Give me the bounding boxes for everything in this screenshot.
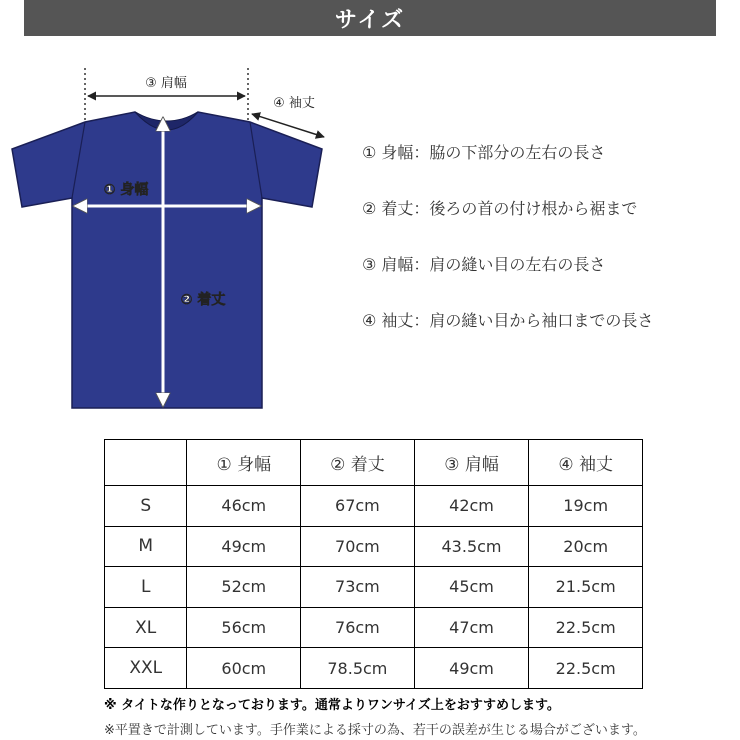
- description-sleeve: ④ 袖丈：肩の縫い目から袖口までの長さ: [362, 311, 654, 330]
- table-cell: 22.5cm: [529, 648, 643, 689]
- table-cell: 43.5cm: [414, 526, 529, 567]
- table-row: [105, 486, 643, 527]
- size-cell: L: [105, 567, 187, 608]
- table-cell: 45cm: [414, 567, 529, 608]
- table-header-cell: [105, 440, 187, 486]
- table-cell: 49cm: [187, 526, 301, 567]
- table-cell: 22.5cm: [529, 607, 643, 648]
- table-cell: 52cm: [187, 567, 301, 608]
- table-cell: 49cm: [414, 648, 529, 689]
- width-label: ① 身幅: [103, 182, 149, 198]
- tshirt-shape: [12, 112, 322, 408]
- table-cell: 60cm: [187, 648, 301, 689]
- description-width: ① 身幅：脇の下部分の左右の長さ: [362, 143, 606, 162]
- table-cell: 21.5cm: [529, 567, 643, 608]
- shoulder-label: ③ 肩幅: [145, 76, 187, 91]
- table-row: [105, 607, 643, 648]
- table-cell: 73cm: [301, 567, 415, 608]
- size-cell: XL: [105, 607, 187, 648]
- table-header-cell: ② 着丈: [301, 440, 415, 486]
- tshirt-diagram: [0, 50, 345, 430]
- table-cell: 46cm: [187, 486, 301, 527]
- table-row: [105, 526, 643, 567]
- note-measurement: ※平置きで計測しています。手作業による採寸の為、若干の誤差が生じる場合がございます。: [104, 723, 646, 738]
- description-shoulder: ③ 肩幅：肩の縫い目の左右の長さ: [362, 255, 606, 274]
- table-cell: 78.5cm: [301, 648, 415, 689]
- table-cell: 47cm: [414, 607, 529, 648]
- note-fit: ※ タイトな作りとなっております。通常よりワンサイズ上をおすすめします。: [104, 698, 560, 713]
- table-cell: 42cm: [414, 486, 529, 527]
- table-cell: 76cm: [301, 607, 415, 648]
- table-row: [105, 567, 643, 608]
- length-label: ② 着丈: [180, 292, 226, 308]
- page-title: サイズ: [24, 0, 716, 36]
- table-cell: 67cm: [301, 486, 415, 527]
- table-row: [105, 648, 643, 689]
- table-header-cell: ① 身幅: [187, 440, 301, 486]
- table-cell: 70cm: [301, 526, 415, 567]
- size-cell: S: [105, 486, 187, 527]
- description-length: ② 着丈：後ろの首の付け根から裾まで: [362, 199, 638, 218]
- size-cell: XXL: [105, 648, 187, 689]
- table-cell: 20cm: [529, 526, 643, 567]
- size-table: [104, 439, 643, 689]
- table-cell: 19cm: [529, 486, 643, 527]
- table-cell: 56cm: [187, 607, 301, 648]
- size-cell: M: [105, 526, 187, 567]
- table-header-cell: ④ 袖丈: [529, 440, 643, 486]
- table-header-row: [105, 440, 643, 486]
- table-header-cell: ③ 肩幅: [414, 440, 529, 486]
- sleeve-label: ④ 袖丈: [273, 96, 315, 111]
